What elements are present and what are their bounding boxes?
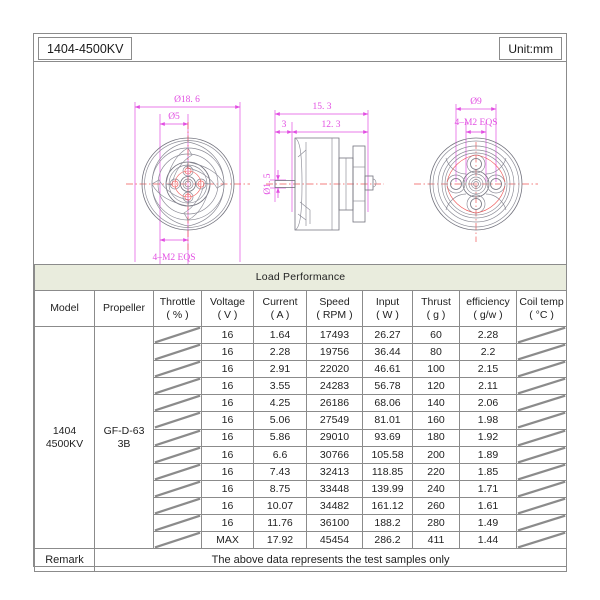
cell-voltage: 16	[202, 480, 254, 497]
cell-throttle	[154, 446, 202, 463]
cell-efficiency: 1.61	[460, 497, 517, 514]
header-efficiency-l1: efficiency	[466, 296, 510, 309]
svg-text:Ø18. 6: Ø18. 6	[174, 95, 200, 105]
cell-input: 36.44	[363, 344, 413, 361]
cell-voltage: 16	[202, 395, 254, 412]
cell-throttle	[154, 378, 202, 395]
cell-throttle	[154, 532, 202, 549]
cell-propeller	[95, 327, 154, 549]
cell-current: 10.07	[254, 497, 307, 514]
cell-current: 2.91	[254, 361, 307, 378]
cell-throttle	[154, 497, 202, 514]
table-band-row	[35, 265, 567, 291]
svg-text:Ø5: Ø5	[168, 112, 180, 122]
svg-text:Ø9: Ø9	[470, 97, 482, 107]
cell-input: 93.69	[363, 429, 413, 446]
cell-speed: 30766	[307, 446, 363, 463]
cell-input: 139.99	[363, 480, 413, 497]
header-coil-temp-l2: ( °C )	[529, 308, 554, 321]
cell-thrust: 100	[413, 361, 460, 378]
header-current	[254, 291, 307, 327]
cell-thrust: 180	[413, 429, 460, 446]
cell-efficiency: 1.89	[460, 446, 517, 463]
cell-throttle	[154, 327, 202, 344]
cell-speed: 24283	[307, 378, 363, 395]
load-performance-table	[34, 264, 566, 572]
cell-input: 56.78	[363, 378, 413, 395]
cell-throttle	[154, 515, 202, 532]
cell-speed: 32413	[307, 463, 363, 480]
cell-current: 8.75	[254, 480, 307, 497]
header-input-l2: ( W )	[376, 308, 399, 321]
header-current-l1: Current	[262, 296, 298, 309]
header-efficiency-l2: ( g/w )	[473, 308, 503, 321]
svg-text:15. 3: 15. 3	[312, 102, 332, 112]
cell-speed: 22020	[307, 361, 363, 378]
front-view-drawing	[126, 95, 250, 265]
cell-current: 17.92	[254, 532, 307, 549]
header-efficiency	[460, 291, 517, 327]
cell-speed: 34482	[307, 497, 363, 514]
datasheet-frame	[33, 33, 567, 567]
header-input-l1: Input	[375, 296, 400, 309]
cell-voltage: 16	[202, 327, 254, 344]
cell-speed: 33448	[307, 480, 363, 497]
header-throttle-l2: ( % )	[166, 308, 189, 321]
cell-voltage: 16	[202, 463, 254, 480]
header-voltage-l2: ( V )	[217, 308, 238, 321]
propeller-line1: GF-D-63	[103, 425, 145, 438]
cell-speed: 45454	[307, 532, 363, 549]
cell-throttle	[154, 361, 202, 378]
svg-text:Ø1. 5: Ø1. 5	[263, 173, 273, 195]
cell-thrust: 240	[413, 480, 460, 497]
cell-voltage: MAX	[202, 532, 254, 549]
cell-coil-temp	[517, 412, 567, 429]
cell-current: 5.86	[254, 429, 307, 446]
cell-current: 4.25	[254, 395, 307, 412]
cell-speed: 27549	[307, 412, 363, 429]
cell-voltage: 16	[202, 412, 254, 429]
cell-coil-temp	[517, 497, 567, 514]
cell-speed: 19756	[307, 344, 363, 361]
cell-speed: 29010	[307, 429, 363, 446]
remark-row	[35, 549, 567, 572]
header-current-l2: ( A )	[270, 308, 290, 321]
model-line1: 1404	[52, 425, 77, 438]
cell-thrust: 80	[413, 344, 460, 361]
header-throttle	[154, 291, 202, 327]
cell-thrust: 200	[413, 446, 460, 463]
header-speed	[307, 291, 363, 327]
header-propeller-l1: Propeller	[102, 302, 146, 315]
cell-input: 188.2	[363, 515, 413, 532]
cell-efficiency: 1.71	[460, 480, 517, 497]
model-title: 1404-4500KV	[47, 41, 124, 56]
cell-voltage: 16	[202, 429, 254, 446]
cell-input: 68.06	[363, 395, 413, 412]
cell-voltage: 16	[202, 361, 254, 378]
header-thrust-l2: ( g )	[426, 308, 446, 321]
cell-thrust: 411	[413, 532, 460, 549]
cell-input: 46.61	[363, 361, 413, 378]
cell-input: 286.2	[363, 532, 413, 549]
cell-input: 105.58	[363, 446, 413, 463]
cell-input: 118.85	[363, 463, 413, 480]
cell-throttle	[154, 480, 202, 497]
unit-box	[499, 37, 562, 60]
cell-coil-temp	[517, 327, 567, 344]
cell-coil-temp	[517, 480, 567, 497]
cell-efficiency: 1.49	[460, 515, 517, 532]
header-model	[35, 291, 95, 327]
header-input	[363, 291, 413, 327]
cell-coil-temp	[517, 344, 567, 361]
remark-label: Remark	[35, 549, 95, 572]
cell-coil-temp	[517, 446, 567, 463]
cell-current: 6.6	[254, 446, 307, 463]
header-speed-l2: ( RPM )	[316, 308, 353, 321]
cell-current: 7.43	[254, 463, 307, 480]
remark-text: The above data represents the test samples only	[95, 549, 567, 572]
svg-text:4–M2 EQS: 4–M2 EQS	[454, 118, 498, 128]
cell-coil-temp	[517, 463, 567, 480]
cell-efficiency: 2.06	[460, 395, 517, 412]
cell-throttle	[154, 395, 202, 412]
band-title: Load Performance	[35, 265, 567, 291]
cell-thrust: 220	[413, 463, 460, 480]
cell-efficiency: 2.28	[460, 327, 517, 344]
header-coil-temp-l1: Coil temp	[519, 296, 564, 309]
cell-efficiency: 1.92	[460, 429, 517, 446]
header-throttle-l1: Throttle	[159, 296, 196, 309]
cell-coil-temp	[517, 361, 567, 378]
cell-input: 161.12	[363, 497, 413, 514]
header-coil-temp	[517, 291, 567, 327]
cell-thrust: 140	[413, 395, 460, 412]
cell-thrust: 260	[413, 497, 460, 514]
cell-speed: 26186	[307, 395, 363, 412]
cell-voltage: 16	[202, 378, 254, 395]
header-model-l1: Model	[50, 302, 79, 315]
cell-coil-temp	[517, 378, 567, 395]
header-voltage	[202, 291, 254, 327]
cell-efficiency: 1.85	[460, 463, 517, 480]
side-view-drawing	[263, 102, 384, 230]
cell-efficiency: 1.44	[460, 532, 517, 549]
cell-input: 26.27	[363, 327, 413, 344]
svg-text:12. 3: 12. 3	[321, 120, 341, 130]
header-thrust-l1: Thrust	[421, 296, 451, 309]
cell-thrust: 160	[413, 412, 460, 429]
cell-voltage: 16	[202, 446, 254, 463]
cell-coil-temp	[517, 532, 567, 549]
cell-current: 1.64	[254, 327, 307, 344]
technical-drawing-area	[34, 61, 566, 265]
cell-throttle	[154, 412, 202, 429]
svg-text:4–M2 EQS: 4–M2 EQS	[152, 253, 196, 263]
cell-coil-temp	[517, 429, 567, 446]
cell-throttle	[154, 344, 202, 361]
cell-throttle	[154, 429, 202, 446]
svg-text:3: 3	[281, 120, 287, 130]
cell-voltage: 16	[202, 344, 254, 361]
cell-speed: 36100	[307, 515, 363, 532]
cell-current: 5.06	[254, 412, 307, 429]
cell-efficiency: 1.98	[460, 412, 517, 429]
cell-thrust: 120	[413, 378, 460, 395]
model-line2: 4500KV	[45, 437, 84, 450]
unit-label: Unit:mm	[508, 41, 553, 56]
cell-current: 3.55	[254, 378, 307, 395]
propeller-line2: 3B	[117, 437, 131, 450]
cell-coil-temp	[517, 515, 567, 532]
cell-current: 2.28	[254, 344, 307, 361]
cell-efficiency: 2.11	[460, 378, 517, 395]
header-thrust	[413, 291, 460, 327]
cell-throttle	[154, 463, 202, 480]
base-view-drawing	[414, 97, 538, 242]
cell-voltage: 16	[202, 515, 254, 532]
cell-efficiency: 2.15	[460, 361, 517, 378]
cell-speed: 17493	[307, 327, 363, 344]
cell-input: 81.01	[363, 412, 413, 429]
table-header-row	[35, 291, 567, 327]
cell-model	[35, 327, 95, 549]
cell-voltage: 16	[202, 497, 254, 514]
cell-current: 11.76	[254, 515, 307, 532]
header-speed-l1: Speed	[319, 296, 350, 309]
header-propeller	[95, 291, 154, 327]
model-title-box	[38, 37, 132, 60]
table-row	[35, 327, 567, 344]
title-row	[34, 34, 566, 61]
cell-efficiency: 2.2	[460, 344, 517, 361]
header-voltage-l1: Voltage	[209, 296, 246, 309]
cell-thrust: 280	[413, 515, 460, 532]
cell-coil-temp	[517, 395, 567, 412]
cell-thrust: 60	[413, 327, 460, 344]
